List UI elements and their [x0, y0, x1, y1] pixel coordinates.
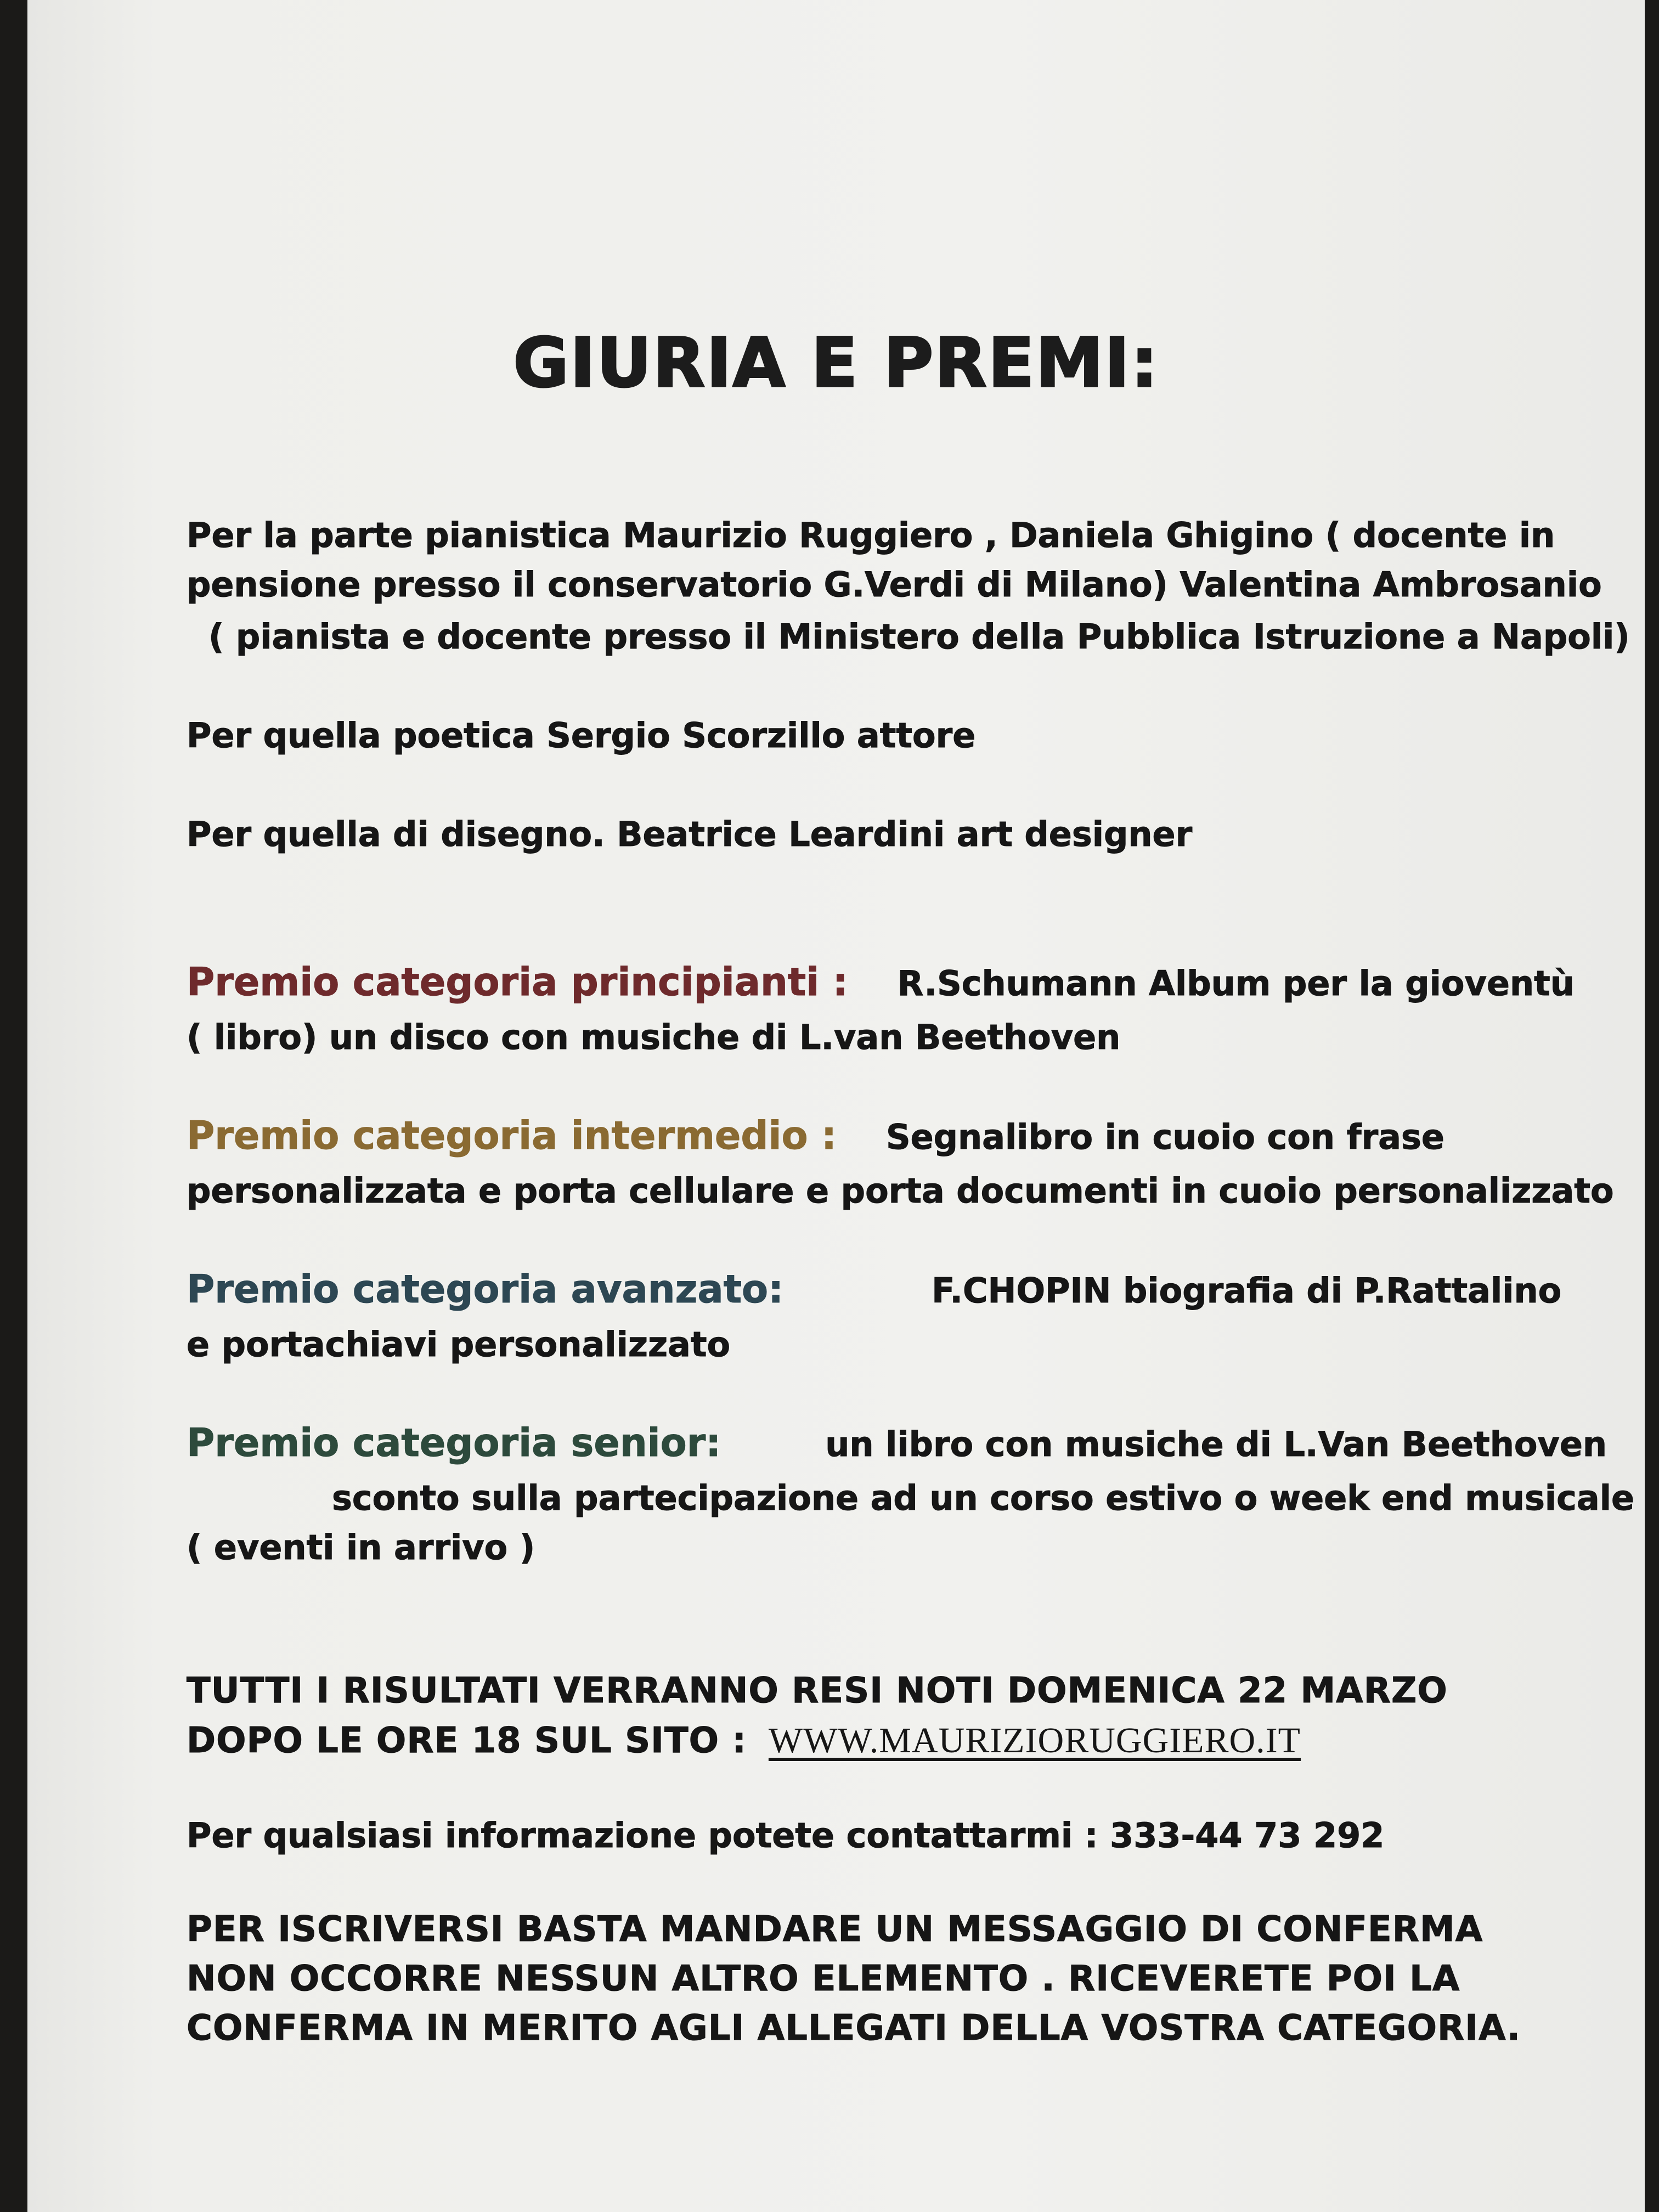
contact-info: Per qualsiasi informazione potete contattarmi : 333-44 73 292 [187, 1815, 1385, 1855]
prize-avanzato-line-1 [187, 1267, 1562, 1312]
jury-poetry: Per quella poetica Sergio Scorzillo attore [187, 715, 976, 755]
registration-line-1: PER ISCRIVERSI BASTA MANDARE UN MESSAGGIO DI CONFERMA [187, 1909, 1483, 1950]
results-line-1: TUTTI I RISULTATI VERRANNO RESI NOTI DOMENICA 22 MARZO [187, 1671, 1448, 1711]
prize-senior-line-3: ( eventi in arrivo ) [187, 1527, 535, 1567]
prize-senior-text-1: un libro con musiche di L.Van Beethoven [825, 1424, 1607, 1464]
prize-avanzato-label: Premio categoria avanzato: [187, 1267, 784, 1312]
flyer-page [27, 0, 1645, 2212]
prize-principianti-line-2: ( libro) un disco con musiche di L.van Beethoven [187, 1017, 1121, 1057]
registration-line-3: CONFERMA IN MERITO AGLI ALLEGATI DELLA VOSTRA CATEGORIA. [187, 2008, 1521, 2049]
prize-senior-label: Premio categoria senior: [187, 1420, 721, 1465]
prize-principianti-text-1: R.Schumann Album per la gioventù [897, 963, 1575, 1003]
jury-piano-line-1: Per la parte pianistica Maurizio Ruggiero , Daniela Ghigino ( docente in [187, 515, 1555, 555]
registration-line-2: NON OCCORRE NESSUN ALTRO ELEMENTO . RICEVERETE POI LA [187, 1959, 1460, 1999]
prize-principianti-label: Premio categoria principianti : [187, 960, 848, 1005]
prize-senior-line-2: sconto sulla partecipazione ad un corso estivo o week end musicale [332, 1478, 1635, 1518]
prize-principianti-line-1 [187, 960, 1575, 1005]
jury-drawing: Per quella di disegno. Beatrice Leardini art designer [187, 814, 1193, 854]
page-title: GIURIA E PREMI: [513, 324, 1159, 403]
jury-piano-line-2: pensione presso il conservatorio G.Verdi di Milano) Valentina Ambrosanio [187, 565, 1602, 605]
results-line-2 [187, 1720, 1301, 1761]
prize-intermedio-text-1: Segnalibro in cuoio con frase [885, 1117, 1444, 1157]
prize-intermedio-label: Premio categoria intermedio : [187, 1113, 837, 1158]
prize-senior-line-1 [187, 1420, 1607, 1465]
prize-avanzato-line-2: e portachiavi personalizzato [187, 1324, 731, 1364]
prize-intermedio-line-2: personalizzata e porta cellulare e porta documenti in cuoio personalizzato [187, 1171, 1614, 1211]
results-line-2-prefix: DOPO LE ORE 18 SUL SITO : [187, 1720, 747, 1761]
jury-piano-line-3: ( pianista e docente presso il Ministero della Pubblica Istruzione a Napoli) [208, 617, 1630, 657]
website-link[interactable]: WWW.MAURIZIORUGGIERO.IT [768, 1720, 1301, 1760]
prize-intermedio-line-1 [187, 1113, 1444, 1158]
prize-avanzato-text-1: F.CHOPIN biografia di P.Rattalino [932, 1271, 1562, 1311]
